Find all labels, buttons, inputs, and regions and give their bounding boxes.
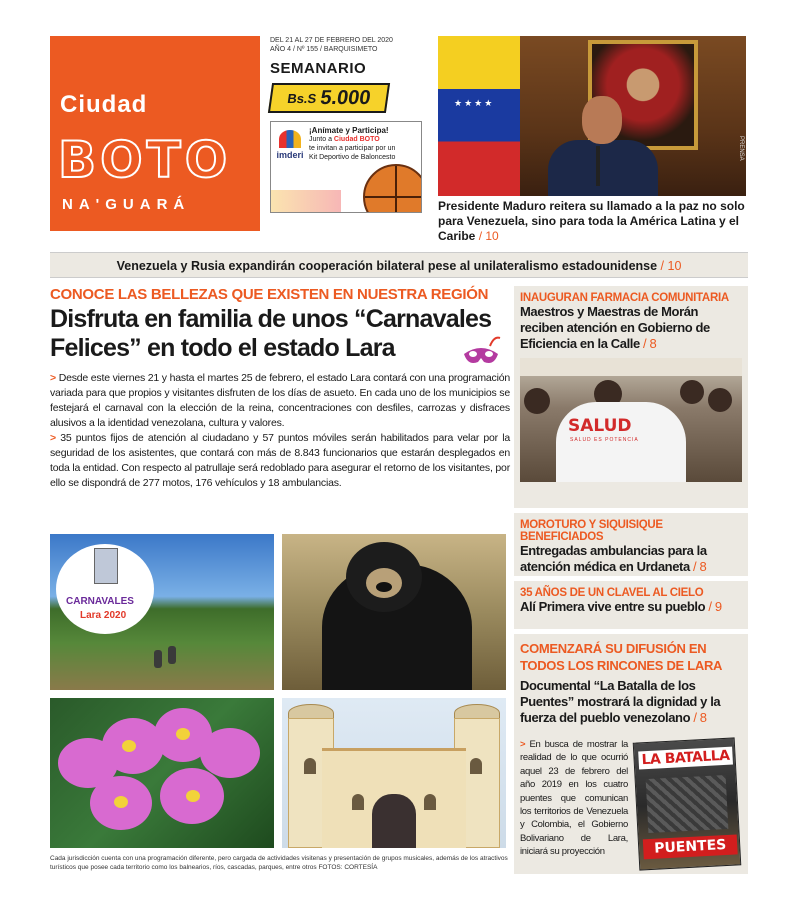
carnaval-badge xyxy=(56,544,154,634)
carnival-mask-icon xyxy=(460,336,502,372)
promo-line3: Kit Deportivo de Baloncesto xyxy=(309,154,396,161)
side-kicker-1: INAUGURAN FARMACIA COMUNITARIA xyxy=(520,292,729,304)
main-kicker: CONOCE LAS BELLEZAS QUE EXISTEN EN NUESTRA REGIÓN xyxy=(50,286,489,303)
orchid-photo[interactable] xyxy=(50,698,274,848)
main-paragraph-2 xyxy=(50,431,510,491)
promo-box[interactable] xyxy=(270,121,422,213)
carnaval-badge-sub: Lara 2020 xyxy=(80,610,127,621)
price-value: 5.000 xyxy=(318,86,373,109)
logo-ciudad: Ciudad xyxy=(60,91,148,118)
bullet-1: > xyxy=(50,372,56,384)
orchid-core xyxy=(176,728,190,740)
banner-headline-text: Venezuela y Rusia expandirán cooperación bilateral pese al unilateralismo estadounidense xyxy=(116,259,658,273)
salud-shirt-text: SALUD xyxy=(568,416,632,436)
maduro-photo[interactable] xyxy=(438,36,746,196)
promo-stripe xyxy=(271,190,341,212)
banner-headline[interactable] xyxy=(50,252,748,278)
church-window xyxy=(304,758,316,774)
carnaval-figure xyxy=(94,548,118,584)
price-currency: Bs.S xyxy=(286,90,318,106)
masthead-logo[interactable] xyxy=(50,36,260,231)
side-body-4 xyxy=(520,738,628,859)
imderi-logo-text: imderi xyxy=(276,150,304,160)
person xyxy=(680,380,704,404)
promo-brand: Ciudad BOTO xyxy=(333,136,380,143)
main-title[interactable]: Disfruta en familia de unos “Carnavales Felices” en todo el estado Lara xyxy=(50,305,492,362)
issue-dates: DEL 21 AL 27 DE FEBRERO DEL 2020 xyxy=(270,37,393,44)
salud-shirt-sub: SALUD ES POTENCIA xyxy=(570,437,639,443)
side-title-4-text: Documental “La Batalla de los Puentes” mostrará la dignidad y la fuerza del pueblo venezolano xyxy=(520,678,721,725)
promo-headline: ¡Anímate y Participa! xyxy=(309,126,389,135)
orchid-core xyxy=(122,740,136,752)
side-story-ali-primera[interactable] xyxy=(514,581,748,629)
issue-number: AÑO 4 / Nº 155 / BARQUISIMETO xyxy=(270,46,378,53)
issue-info xyxy=(270,36,430,231)
main-story xyxy=(50,286,510,491)
photo-grid-caption xyxy=(50,854,510,872)
orchid-petal xyxy=(200,728,260,778)
president-figure xyxy=(538,96,668,196)
venezuela-flag-icon: ★★★★ xyxy=(438,36,520,196)
poster-title-bottom: PUENTES xyxy=(643,834,738,859)
person xyxy=(708,388,732,412)
imderi-logo-icon xyxy=(279,130,301,148)
maduro-caption-text: Presidente Maduro reitera su llamado a la paz no solo para Venezuela, sino para toda la América Latina y el Caribe xyxy=(438,199,745,243)
pharmacy-photo xyxy=(520,358,742,482)
poster-title-top: LA BATALLA xyxy=(638,747,733,770)
promo-text xyxy=(309,126,419,162)
carnaval-photo[interactable] xyxy=(50,534,274,690)
documentary-poster xyxy=(633,737,742,870)
side-page-ref-3: / 9 xyxy=(708,599,722,614)
promo-line1-prefix: Junto a xyxy=(309,136,334,143)
banner-page-ref: / 10 xyxy=(660,259,682,273)
church-door xyxy=(372,794,416,848)
hiker xyxy=(154,650,162,668)
main-paragraph-2-text: 35 puntos fijos de atención al ciudadano y 57 puntos móviles serán habilitados para velar por la seguridad de los asistentes, que contará con más de 8.843 funcionarios que estarán desplegados en toda la entidad. Con respecto al patrullaje será redoblado para asegurar el retorno de los visitantes, por ello se dispondrá de 277 motos, 176 vehículos y 18 ambulancias. xyxy=(50,432,511,489)
side-story-pharmacy[interactable] xyxy=(514,286,748,508)
side-kicker-4: COMENZARÁ SU DIFUSIÓN EN TODOS LOS RINCONES DE LARA xyxy=(520,641,723,673)
microphone-icon xyxy=(596,146,600,186)
side-body-4-text: En busca de mostrar la realidad de lo que ocurrió aquel 23 de febrero del año 2019 en los cuatro puentes que comunican los territorios de Venezuela y Colombia, el Gobierno Bolivariano de Lara, iniciará su proyección xyxy=(520,739,628,858)
newspaper-front-page xyxy=(50,34,748,879)
photo-grid-caption-credit: FOTOS: CORTESÍA xyxy=(318,864,378,871)
tent-roof xyxy=(520,358,742,376)
person xyxy=(524,388,550,414)
main-body xyxy=(50,371,510,491)
orchid-core xyxy=(186,790,200,802)
photo-grid-caption-text: Cada jurisdicción cuenta con una programación diferente, pero cargada de actividades visitenas y presentación de grupos musicales, además de los atractivos turísticos que posee cada territorio como los balnearios, ríos, cascadas, parques, entre otros xyxy=(50,855,508,871)
side-title-3-text: Alí Primera vive entre su pueblo xyxy=(520,599,706,614)
bear-photo[interactable] xyxy=(282,534,506,690)
price-tag xyxy=(268,83,390,113)
main-paragraph-1-text: Desde este viernes 21 y hasta el martes 25 de febrero, el estado Lara contará con una programación variada para que propios y visitantes disfruten de los días de asueto. En cada uno de los municipios se festejará el carnaval con la elección de la reina, concentraciones con desfiles, carrozas y disfraces alusivos a la identidad venezolana, cultura y valores. xyxy=(50,372,510,429)
main-paragraph-1 xyxy=(50,371,510,431)
logo-boto: BOTO xyxy=(58,131,232,189)
bullet-3: > xyxy=(520,739,526,750)
basketball-icon xyxy=(363,164,422,213)
carnaval-badge-title: CARNAVALES xyxy=(66,596,134,607)
church-window xyxy=(424,794,436,810)
church-window xyxy=(470,758,482,774)
side-page-ref-2: / 8 xyxy=(693,559,707,574)
side-kicker-2: MOROTURO Y SIQUISIQUE BENEFICIADOS xyxy=(520,519,663,543)
orchid-core xyxy=(114,796,128,808)
imderi-logo xyxy=(275,130,305,160)
promo-line2: te invitan a participar por un xyxy=(309,145,396,152)
side-title-2 xyxy=(520,543,742,575)
bear-nose xyxy=(376,582,392,592)
bullet-2: > xyxy=(50,432,56,444)
poster-image xyxy=(646,775,729,833)
semanario-label: SEMANARIO xyxy=(270,60,367,77)
side-page-ref-4: / 8 xyxy=(693,710,707,725)
church-photo[interactable] xyxy=(282,698,506,848)
hiker xyxy=(168,646,176,664)
side-title-2-text: Entregadas ambulancias para la atención médica en Urdaneta xyxy=(520,543,707,574)
promo-line1 xyxy=(309,135,419,144)
side-story-ambulances[interactable] xyxy=(514,513,748,576)
side-story-documentary[interactable] xyxy=(514,634,748,874)
photo-credit: PRENSA xyxy=(738,136,744,161)
maduro-caption[interactable] xyxy=(438,199,748,244)
side-title-4 xyxy=(520,678,742,726)
side-title-1-text: Maestros y Maestras de Morán reciben atención en Gobierno de Eficiencia en la Calle xyxy=(520,304,710,351)
logo-naguara: NA'GUARÁ xyxy=(62,196,191,213)
church-window xyxy=(352,794,364,810)
side-kicker-3: 35 AÑOS DE UN CLAVEL AL CIELO xyxy=(520,587,704,599)
side-title-1 xyxy=(520,304,742,352)
side-page-ref-1: / 8 xyxy=(643,336,657,351)
maduro-page-ref: / 10 xyxy=(478,229,499,243)
side-title-3 xyxy=(520,599,742,615)
